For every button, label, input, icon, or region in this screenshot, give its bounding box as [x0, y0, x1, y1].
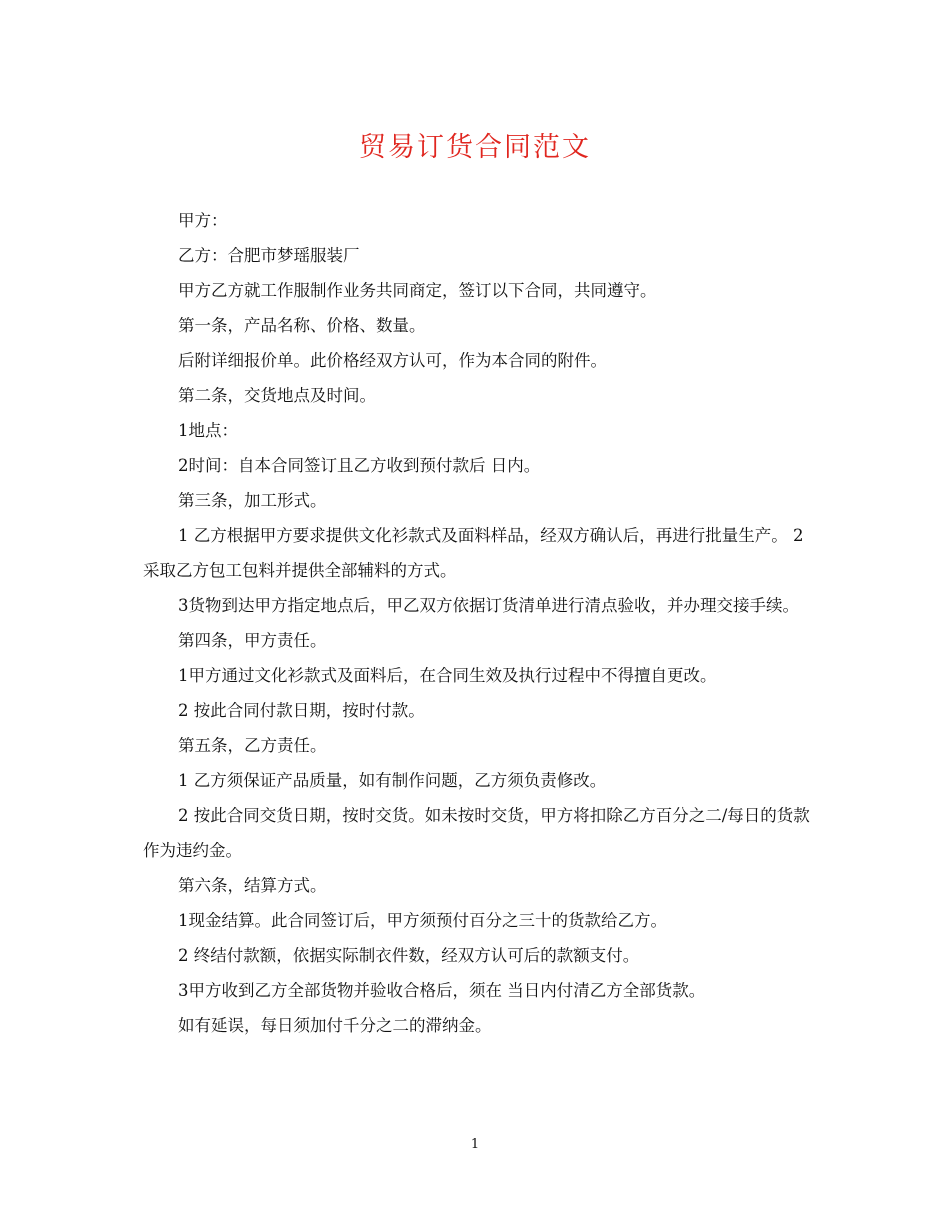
paragraph: 3货物到达甲方指定地点后，甲乙双方依据订货清单进行清点验收，并办理交接手续。: [178, 596, 799, 615]
article-2-heading: 第二条，交货地点及时间。: [178, 386, 376, 405]
article-5-heading: 第五条，乙方责任。: [178, 736, 327, 755]
article-1-heading: 第一条，产品名称、价格、数量。: [178, 316, 426, 335]
document-body: [143, 203, 815, 1043]
paragraph: 1 乙方须保证产品质量，如有制作问题，乙方须负责修改。: [178, 771, 607, 790]
document-title: 贸易订货合同范文: [359, 132, 591, 163]
page-number: 1: [470, 1137, 480, 1152]
paragraph-party-b: 乙方：合肥市梦瑶服装厂: [178, 246, 360, 265]
paragraph: 2时间：自本合同签订且乙方收到预付款后 日内。: [178, 456, 541, 475]
paragraph-preamble: 甲方乙方就工作服制作业务共同商定，签订以下合同，共同遵守。: [178, 281, 657, 300]
paragraph: 2 按此合同交货日期，按时交货。如未按时交货，甲方将扣除乙方百分之二/每日的货款作为违约金。: [143, 806, 810, 860]
paragraph: 1现金结算。此合同签订后，甲方须预付百分之三十的货款给乙方。: [178, 911, 667, 930]
paragraph: 2 按此合同付款日期，按时付款。: [178, 701, 425, 720]
article-6-heading: 第六条，结算方式。: [178, 876, 327, 895]
article-3-heading: 第三条，加工形式。: [178, 491, 327, 510]
paragraph-party-a: 甲方：: [178, 211, 228, 230]
paragraph: 如有延误，每日须加付千分之二的滞纳金。: [178, 1016, 492, 1035]
paragraph: 后附详细报价单。此价格经双方认可，作为本合同的附件。: [178, 351, 607, 370]
article-4-heading: 第四条，甲方责任。: [178, 631, 327, 650]
paragraph: 1 乙方根据甲方要求提供文化衫款式及面料样品，经双方确认后，再进行批量生产。 2 采取乙方包工包料并提供全部辅料的方式。: [143, 526, 804, 580]
paragraph: 1地点：: [178, 421, 238, 440]
paragraph: 3甲方收到乙方全部货物并验收合格后，须在 当日内付清乙方全部货款。: [178, 981, 706, 1000]
paragraph: 1甲方通过文化衫款式及面料后，在合同生效及执行过程中不得擅自更改。: [178, 666, 717, 685]
paragraph: 2 终结付款额，依据实际制衣件数，经双方认可后的款额支付。: [178, 946, 640, 965]
